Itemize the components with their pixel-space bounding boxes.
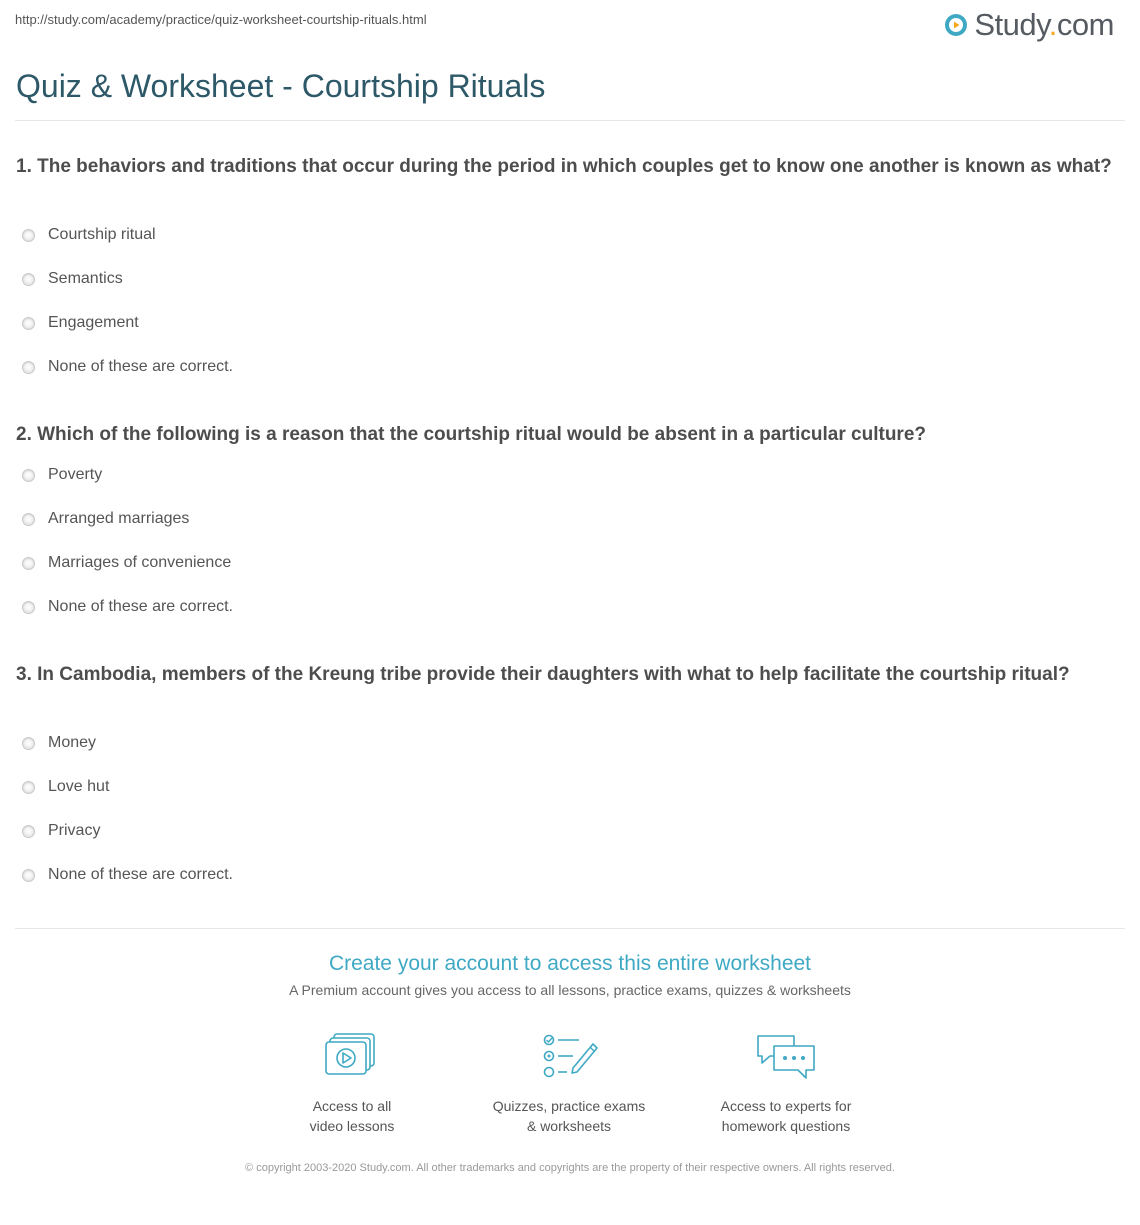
radio-button[interactable] [22, 737, 35, 750]
question-2-options [22, 456, 233, 632]
radio-button[interactable] [22, 557, 35, 570]
cta-subtitle: A Premium account gives you access to all lessons, practice exams, quizzes & worksheets [289, 982, 851, 998]
logo-text [974, 7, 1114, 43]
feature-line: & worksheets [526, 1118, 612, 1134]
answer-label: None of these are correct. [48, 598, 233, 615]
radio-button[interactable] [22, 317, 35, 330]
answer-label: None of these are correct. [48, 866, 233, 883]
answer-option[interactable] [22, 768, 233, 812]
answer-label: Engagement [48, 314, 139, 331]
answer-label: Privacy [48, 822, 101, 839]
answer-option[interactable] [22, 856, 233, 900]
answer-option[interactable] [22, 260, 233, 304]
chat-experts-icon [754, 1032, 818, 1084]
radio-button[interactable] [22, 361, 35, 374]
title-divider [15, 120, 1125, 121]
question-3-options [22, 724, 233, 900]
logo-dot: . [1048, 7, 1057, 42]
radio-button[interactable] [22, 825, 35, 838]
answer-option[interactable] [22, 348, 233, 392]
page-title: Quiz & Worksheet - Courtship Rituals [16, 68, 546, 104]
answer-option[interactable] [22, 812, 233, 856]
study-logo[interactable] [944, 6, 1114, 44]
radio-button[interactable] [22, 869, 35, 882]
answer-option[interactable] [22, 500, 233, 544]
answer-label: Arranged marriages [48, 510, 190, 527]
feature-line: Quizzes, practice exams [492, 1098, 646, 1114]
logo-tld: com [1056, 7, 1114, 42]
question-3-text: 3. In Cambodia, members of the Kreung tribe provide their daughters with what to help facilitate the courtship ritual? [16, 664, 1070, 685]
feature-line: Access to all [312, 1098, 392, 1114]
radio-button[interactable] [22, 601, 35, 614]
cta-divider [15, 928, 1125, 929]
answer-option[interactable] [22, 724, 233, 768]
feature-line: Access to experts for [720, 1098, 852, 1114]
quiz-checklist-icon [537, 1032, 601, 1084]
radio-button[interactable] [22, 229, 35, 242]
feature-line: homework questions [721, 1118, 851, 1134]
radio-button[interactable] [22, 513, 35, 526]
feature-experts [691, 1032, 881, 1136]
question-1-text: 1. The behaviors and traditions that occur during the period in which couples get to know one another is known as what? [16, 156, 1112, 177]
answer-option[interactable] [22, 216, 233, 260]
page-url: http://study.com/academy/practice/quiz-worksheet-courtship-rituals.html [15, 12, 427, 27]
radio-button[interactable] [22, 273, 35, 286]
answer-option[interactable] [22, 588, 233, 632]
radio-button[interactable] [22, 469, 35, 482]
question-1-options [22, 216, 233, 392]
answer-label: Money [48, 734, 97, 751]
answer-option[interactable] [22, 304, 233, 348]
feature-line: video lessons [309, 1118, 395, 1134]
answer-label: Semantics [48, 270, 123, 287]
top-bar [0, 0, 1140, 50]
play-circle-icon [944, 13, 968, 37]
feature-video-lessons [257, 1032, 447, 1136]
radio-button[interactable] [22, 781, 35, 794]
copyright-footer: © copyright 2003-2020 Study.com. All other trademarks and copyrights are the property of their respective owners. All rights reserved. [245, 1162, 895, 1174]
video-lessons-icon [320, 1032, 384, 1084]
logo-name: Study [974, 7, 1049, 42]
cta-title[interactable]: Create your account to access this entire worksheet [328, 952, 812, 975]
answer-label: None of these are correct. [48, 358, 233, 375]
question-2-text: 2. Which of the following is a reason that the courtship ritual would be absent in a particular culture? [16, 424, 926, 445]
answer-label: Courtship ritual [48, 226, 156, 243]
answer-label: Marriages of convenience [48, 554, 232, 571]
answer-label: Love hut [48, 778, 110, 795]
feature-quizzes [474, 1032, 664, 1136]
answer-option[interactable] [22, 456, 233, 500]
answer-option[interactable] [22, 544, 233, 588]
answer-label: Poverty [48, 466, 103, 483]
